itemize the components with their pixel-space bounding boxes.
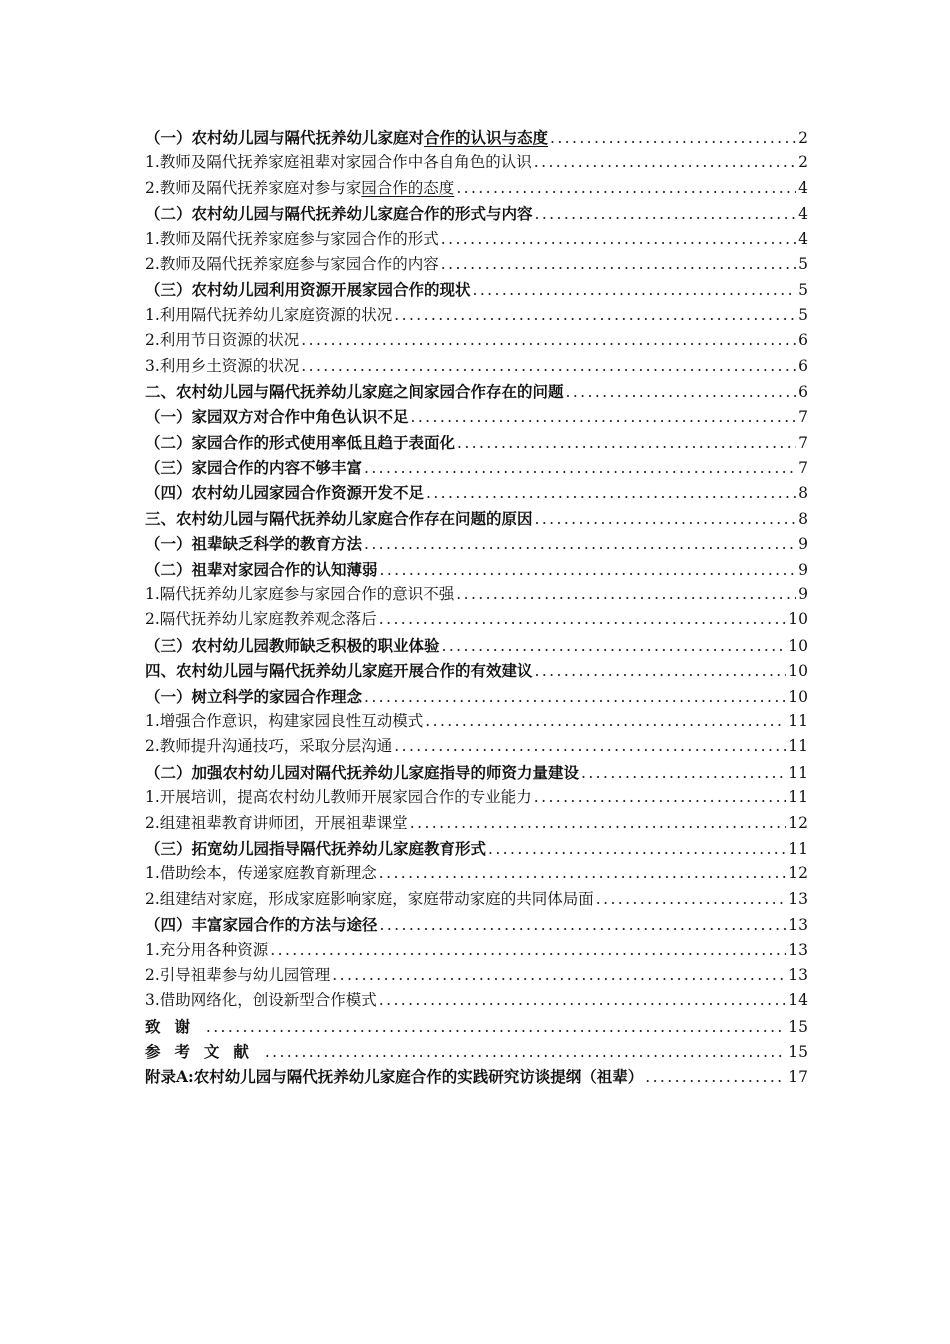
toc-entry-page-number: 4	[798, 229, 808, 248]
toc-entry[interactable]	[145, 785, 808, 810]
toc-entry[interactable]	[145, 379, 808, 404]
table-of-contents	[145, 125, 808, 1090]
toc-dot-leader	[426, 481, 796, 505]
toc-dot-leader	[456, 176, 796, 201]
toc-entry-title: 附录A:农村幼儿园与隔代抚养幼儿家庭合作的实践研究访谈提纲（祖辈）	[145, 1067, 644, 1087]
toc-entry-title: （三）农村幼儿园利用资源开展家园合作的现状	[145, 280, 471, 300]
toc-entry[interactable]	[145, 836, 808, 861]
toc-dot-leader	[270, 938, 786, 963]
toc-entry-title: 致谢	[145, 1016, 204, 1036]
toc-entry[interactable]	[145, 328, 808, 353]
toc-entry[interactable]	[145, 404, 808, 429]
toc-entry-title: （二）加强农村幼儿园对隔代抚养幼儿家庭指导的师资力量建设	[145, 762, 580, 782]
toc-dot-leader	[379, 861, 786, 886]
toc-dot-leader	[596, 887, 786, 912]
toc-entry[interactable]	[145, 150, 808, 175]
toc-dot-leader	[566, 380, 797, 404]
toc-entry-page-number: 4	[798, 205, 808, 224]
toc-entry-title: 3.利用乡土资源的状况	[145, 356, 300, 375]
toc-dot-leader	[364, 532, 796, 556]
toc-entry[interactable]	[145, 607, 808, 632]
toc-dot-leader	[442, 634, 787, 658]
toc-entry-page-number: 13	[788, 965, 808, 984]
toc-dot-leader	[645, 1065, 786, 1089]
toc-entry-title: 1.增强合作意识，构建家园良性互动模式	[145, 711, 424, 730]
toc-dot-leader	[535, 202, 797, 226]
toc-entry-page-number: 5	[798, 305, 808, 324]
toc-entry-page-number: 15	[788, 1017, 808, 1036]
toc-entry[interactable]	[145, 455, 808, 480]
toc-entry-page-number: 2	[798, 153, 808, 172]
toc-entry-title: 2.组建祖辈教育讲师团，开展祖辈课堂	[145, 813, 408, 832]
toc-dot-leader	[425, 709, 786, 734]
toc-entry-page-number: 2	[798, 129, 808, 147]
toc-entry-title: （二）农村幼儿园与隔代抚养幼儿家庭合作的形式与内容	[145, 204, 533, 224]
toc-dot-leader	[364, 456, 796, 480]
toc-entry-title: 2.组建结对家庭，形成家庭影响家庭，家庭带动家庭的共同体局面	[145, 889, 594, 908]
toc-entry-page-number: 10	[788, 687, 808, 706]
toc-entry-title: 3.借助网络化，创设新型合作模式	[145, 991, 377, 1010]
toc-entry-title: （三）拓宽幼儿园指导隔代抚养幼儿家庭教育形式	[145, 838, 487, 858]
toc-entry-page-number: 6	[798, 382, 808, 401]
toc-entry-page-number: 9	[798, 585, 808, 604]
toc-entry-title: 2.利用节日资源的状况	[145, 331, 300, 350]
toc-entry[interactable]	[145, 480, 808, 505]
toc-dot-leader	[394, 734, 786, 759]
toc-entry[interactable]	[145, 557, 808, 582]
toc-entry-page-number: 7	[798, 433, 808, 452]
toc-entry[interactable]	[145, 201, 808, 226]
toc-entry-page-number: 12	[788, 864, 808, 883]
toc-entry[interactable]	[145, 658, 808, 683]
toc-entry-page-number: 10	[788, 610, 808, 629]
toc-entry-title: （二）祖辈对家园合作的认知薄弱	[145, 559, 378, 579]
toc-entry-page-number: 15	[788, 1043, 808, 1062]
toc-entry-page-number: 11	[788, 711, 808, 730]
toc-entry-page-number: 8	[798, 484, 808, 503]
toc-entry-title: 1.充分用各种资源	[145, 940, 269, 959]
toc-entry-title: 三、农村幼儿园与隔代抚养幼儿家庭合作存在问题的原因	[145, 508, 533, 528]
toc-entry-title: （一）家园双方对合作中角色认识不足	[145, 407, 409, 427]
toc-dot-leader	[301, 328, 796, 353]
toc-entry-page-number: 9	[798, 535, 808, 554]
toc-entry-page-number: 11	[788, 763, 808, 782]
toc-entry[interactable]	[145, 277, 808, 302]
toc-dot-leader	[535, 507, 797, 531]
toc-dot-leader	[301, 354, 796, 379]
toc-dot-leader	[488, 837, 786, 861]
toc-entry[interactable]	[145, 227, 808, 252]
toc-entry-title: （四）农村幼儿园家园合作资源开发不足	[145, 483, 425, 503]
toc-dot-leader	[534, 150, 796, 175]
toc-entry-title: 四、农村幼儿园与隔代抚养幼儿家庭开展合作的有效建议	[145, 661, 533, 681]
toc-entry-page-number: 7	[798, 459, 808, 478]
toc-entry-page-number: 17	[788, 1068, 808, 1087]
toc-entry-page-number: 5	[798, 254, 808, 273]
toc-entry[interactable]	[145, 709, 808, 734]
toc-entry-title: 1.开展培训，提高农村幼儿教师开展家园合作的专业能力	[145, 788, 532, 807]
toc-dot-leader	[379, 607, 786, 632]
toc-dot-leader	[456, 582, 796, 607]
toc-entry-page-number: 6	[798, 356, 808, 375]
toc-dot-leader	[380, 913, 787, 937]
toc-entry-page-number: 13	[788, 889, 808, 908]
toc-entry-page-number: 9	[798, 560, 808, 579]
toc-entry[interactable]	[145, 125, 808, 150]
toc-entry-title: （四）丰富家园合作的方法与途径	[145, 915, 378, 935]
toc-entry-page-number: 13	[788, 940, 808, 959]
toc-entry[interactable]	[145, 938, 808, 963]
toc-entry[interactable]	[145, 760, 808, 785]
toc-entry-title: 2.教师及隔代抚养家庭对参与家园合作的态度	[145, 178, 455, 197]
toc-entry-page-number: 7	[798, 408, 808, 427]
toc-dot-leader	[473, 278, 797, 302]
toc-entry-title: 2.教师提升沟通技巧，采取分层沟通	[145, 737, 393, 756]
toc-entry-title: 1.隔代抚养幼儿家庭参与家园合作的意识不强	[145, 585, 455, 604]
toc-entry[interactable]	[145, 963, 808, 988]
toc-entry-page-number: 11	[788, 788, 808, 807]
toc-entry-page-number: 4	[798, 178, 808, 197]
toc-entry[interactable]	[145, 861, 808, 886]
toc-entry-page-number: 11	[788, 839, 808, 858]
toc-dot-leader	[411, 405, 797, 429]
toc-entry-title: 2.隔代抚养幼儿家庭教养观念落后	[145, 610, 377, 629]
toc-entry[interactable]	[145, 912, 808, 937]
toc-entry-title: 二、农村幼儿园与隔代抚养幼儿家庭之间家园合作存在的问题	[145, 381, 564, 401]
toc-entry-title: 1.教师及隔代抚养家庭参与家园合作的形式	[145, 229, 439, 248]
toc-entry[interactable]	[145, 734, 808, 759]
toc-entry-title: （三）家园合作的内容不够丰富	[145, 458, 363, 478]
toc-entry-title: （二）家园合作的形式使用率低且趋于表面化	[145, 432, 456, 452]
toc-dot-leader	[364, 685, 786, 709]
toc-entry-page-number: 14	[788, 991, 808, 1010]
toc-entry-title: 参考文献	[145, 1042, 263, 1062]
toc-entry-page-number: 6	[798, 331, 808, 350]
toc-entry[interactable]	[145, 887, 808, 912]
toc-entry-title: （一）树立科学的家园合作理念	[145, 686, 363, 706]
toc-dot-leader	[550, 126, 796, 150]
toc-dot-leader	[332, 963, 786, 988]
toc-entry[interactable]	[145, 354, 808, 379]
toc-entry[interactable]	[145, 684, 808, 709]
toc-entry[interactable]	[145, 531, 808, 556]
toc-entry[interactable]	[145, 1014, 808, 1039]
toc-dot-leader	[380, 558, 797, 582]
toc-entry[interactable]	[145, 176, 808, 201]
toc-entry-page-number: 11	[788, 737, 808, 756]
toc-entry[interactable]	[145, 1064, 808, 1089]
toc-entry[interactable]	[145, 252, 808, 277]
toc-entry-page-number: 10	[788, 636, 808, 655]
toc-entry[interactable]	[145, 506, 808, 531]
toc-entry-page-number: 10	[788, 662, 808, 681]
toc-dot-leader	[265, 1040, 786, 1064]
toc-entry-page-number: 12	[788, 813, 808, 832]
toc-entry[interactable]	[145, 633, 808, 658]
toc-dot-leader	[410, 811, 786, 836]
toc-dot-leader	[581, 761, 786, 785]
toc-dot-leader	[379, 988, 786, 1013]
toc-entry-title: （一）农村幼儿园与隔代抚养幼儿家庭对合作的认识与态度	[145, 128, 549, 147]
toc-entry[interactable]	[145, 988, 808, 1013]
toc-dot-leader	[441, 227, 796, 252]
toc-entry[interactable]	[145, 582, 808, 607]
toc-entry-title: 1.借助绘本，传递家庭教育新理念	[145, 864, 377, 883]
toc-entry-title: 2.引导祖辈参与幼儿园管理	[145, 965, 331, 984]
toc-dot-leader	[535, 659, 787, 683]
toc-entry[interactable]	[145, 430, 808, 455]
toc-entry[interactable]	[145, 1039, 808, 1064]
toc-entry-title: 1.教师及隔代抚养家庭祖辈对家园合作中各自角色的认识	[145, 153, 532, 172]
toc-dot-leader	[206, 1015, 786, 1039]
toc-entry-title: （一）祖辈缺乏科学的教育方法	[145, 534, 363, 554]
toc-entry-page-number: 13	[788, 916, 808, 935]
toc-entry-page-number: 5	[798, 281, 808, 300]
toc-entry-page-number: 8	[798, 509, 808, 528]
toc-entry-title: （三）农村幼儿园教师缺乏积极的职业体验	[145, 635, 440, 655]
toc-dot-leader	[534, 785, 786, 810]
toc-dot-leader	[457, 431, 796, 455]
toc-dot-leader	[394, 303, 796, 328]
toc-dot-leader	[441, 252, 796, 277]
toc-entry[interactable]	[145, 811, 808, 836]
toc-entry-title: 2.教师及隔代抚养家庭参与家园合作的内容	[145, 254, 439, 273]
toc-entry-title: 1.利用隔代抚养幼儿家庭资源的状况	[145, 305, 393, 324]
toc-entry[interactable]	[145, 303, 808, 328]
